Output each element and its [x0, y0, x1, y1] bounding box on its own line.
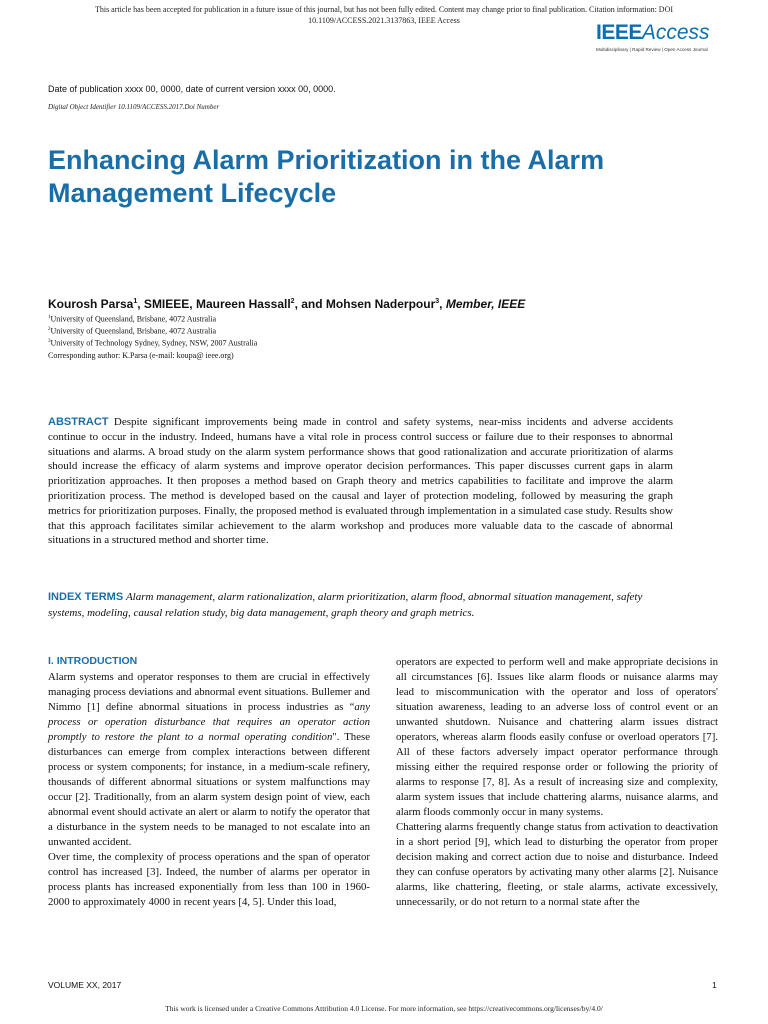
index-terms	[48, 590, 678, 621]
intro-paragraph-1: Alarm systems and operator responses to them are crucial in effectively managing process deviations and abnormal event situations. Bullemer and Nimmo [1] define abnormal situations in process industries as “any process or operation disturbance that requires an operator action promptly to restore the plant to a normal operating condition". These disturbances can emerge from complex interactions between different process or system components; for instance, in a medium-scale refinery, thousands of different abnormal situations or system malfunctions may occur [2]. Traditionally, from an alarm system design point of view, each abnormal event should activate an alert or alarm to notify the operator that a disturbance in the system needs to be managed to not escalate into an unwanted accident.	[48, 671, 370, 848]
author-2-sup: 2	[290, 298, 295, 305]
affiliation-3: $^3$University of Technology Sydney, Sydney, NSW, 2007 Australia	[48, 338, 258, 348]
section-heading-introduction: I. INTRODUCTION	[48, 655, 138, 667]
abnormal-situation-quote: any process or operation disturbance that requires an operator action promptly to restore the plant to a normal operating condition	[48, 701, 370, 743]
abstract	[48, 415, 673, 548]
author-3: Mohsen Naderpour	[325, 297, 436, 311]
author-3-role: Member, IEEE	[445, 297, 526, 311]
author-line	[48, 297, 525, 311]
footer-volume: VOLUME XX, 2017	[48, 980, 122, 990]
intro-paragraph-3: operators are expected to perform well and make appropriate decisions in all circumstances [6]. Issues like alarm floods or nuisance alarms may lead to miscommunication with the operator and loss of operators' situation awareness, leading to an adverse loss of control event or an unwanted shutdown. Nuisance and chattering alarm issues distract operators, whereas alarm floods easily confuse or overload operators [7]. All of these factors adversely impact operator performance through missing either the required response order or following the priority of alarms to response [7, 8]. As a result of increasing size and complexity, alarm system issues that include chattering alarms, nuisance alarms, and alarm floods commonly occur in many systems.	[396, 656, 718, 818]
index-terms-text: Alarm management, alarm rationalization, alarm prioritization, alarm flood, abnormal situation management, safety systems, modeling, causal relation study, big data management, graph theory and graph metrics.	[48, 591, 643, 619]
author-3-sup: 3	[435, 298, 440, 305]
affiliations	[48, 313, 257, 349]
author-1-sup: 1	[133, 298, 138, 305]
logo-tagline: Multidisciplinary | Rapid Review | Open Access Journal	[596, 47, 708, 52]
logo-ieee: IEEE	[596, 21, 642, 44]
right-column	[396, 655, 718, 910]
paper-title: Enhancing Alarm Prioritization in the Alarm Management Lifecycle	[48, 145, 605, 208]
abstract-text: Despite significant improvements being made in control and safety systems, near-miss incidents and adverse accidents continue to occur in the industry. Indeed, humans have a vital role in process control success or failure due to their responses to abnormal situations and alarms. A broad study on the alarm system performance shows that good rationalization and accurate prioritization of alarms should increase the efficacy of alarm systems and improve operator decision performances. This paper discusses current gaps in alarm prioritization approaches. It then proposes a method based on Graph theory and metrics capabilities to facilitate and improve the alarm prioritization process. The method is developed based on the causal and layer of protection modeling, followed by measuring the graph metrics for prioritization purposes. Finally, the proposed method is evaluated through implementation in a simulated case study. Results show that this approach facilitates similar achievement to the alarm workshop and produces more valuable data to the cascade of abnormal situations in a structured method and shorter time.	[48, 416, 673, 547]
logo-access: Access	[641, 21, 710, 44]
license-notice: This work is licensed under a Creative Commons Attribution 4.0 License. For more information, see https://creativecommons.org/licenses/by/4.0/	[165, 1004, 603, 1013]
author-2: Maureen Hassall	[195, 297, 291, 311]
left-column	[48, 670, 370, 910]
doi-line: Digital Object Identifier 10.1109/ACCESS.2017.Doi Number	[48, 103, 220, 111]
preprint-notice-line2: 10.1109/ACCESS.2021.3137863, IEEE Access	[308, 16, 460, 25]
author-1-role: , SMIEEE,	[137, 297, 196, 311]
abstract-label: ABSTRACT	[48, 416, 109, 428]
ieee-access-logo	[596, 22, 746, 52]
logo-wordmark	[596, 22, 746, 44]
corresponding-author: Corresponding author: K.Parsa (e-mail: koupa@ ieee.org)	[48, 351, 234, 360]
intro-paragraph-4: Chattering alarms frequently change status from activation to deactivation in a short period [9], which lead to disturbing the operator from proper decision making and correct action due to noise and disturbance. Indeed they can confuse operators by activating many other alarms [2]. Nuisance alarms, like chattering, fleeting, or stale alarms, activate excessively, unnecessarily, or do not return to a normal state after the	[396, 821, 718, 908]
author-1: Kourosh Parsa	[48, 297, 134, 311]
affiliation-2: $^2$University of Queensland, Brisbane, 4072 Australia	[48, 326, 217, 336]
intro-paragraph-2: Over time, the complexity of process operations and the span of operator control has increased [3]. Indeed, the number of alarms per operator in process plants has increased exponentially from less than 100 in 1960-2000 to approximately 4000 in recent years [4, 5]. Under this load,	[48, 851, 370, 908]
author-3-pre: , and	[294, 297, 326, 311]
author-3-sep: ,	[439, 297, 446, 311]
publication-date: Date of publication xxxx 00, 0000, date of current version xxxx 00, 0000.	[48, 84, 336, 94]
index-terms-label: INDEX TERMS	[48, 591, 124, 603]
preprint-notice-line1: This article has been accepted for publication in a future issue of this journal, but has not been fully edited. Content may change prior to final publication. Citation information: DOI	[94, 5, 674, 14]
page-number: 1	[712, 980, 717, 990]
affiliation-1: $^1$University of Queensland, Brisbane, 4072 Australia	[48, 314, 217, 324]
